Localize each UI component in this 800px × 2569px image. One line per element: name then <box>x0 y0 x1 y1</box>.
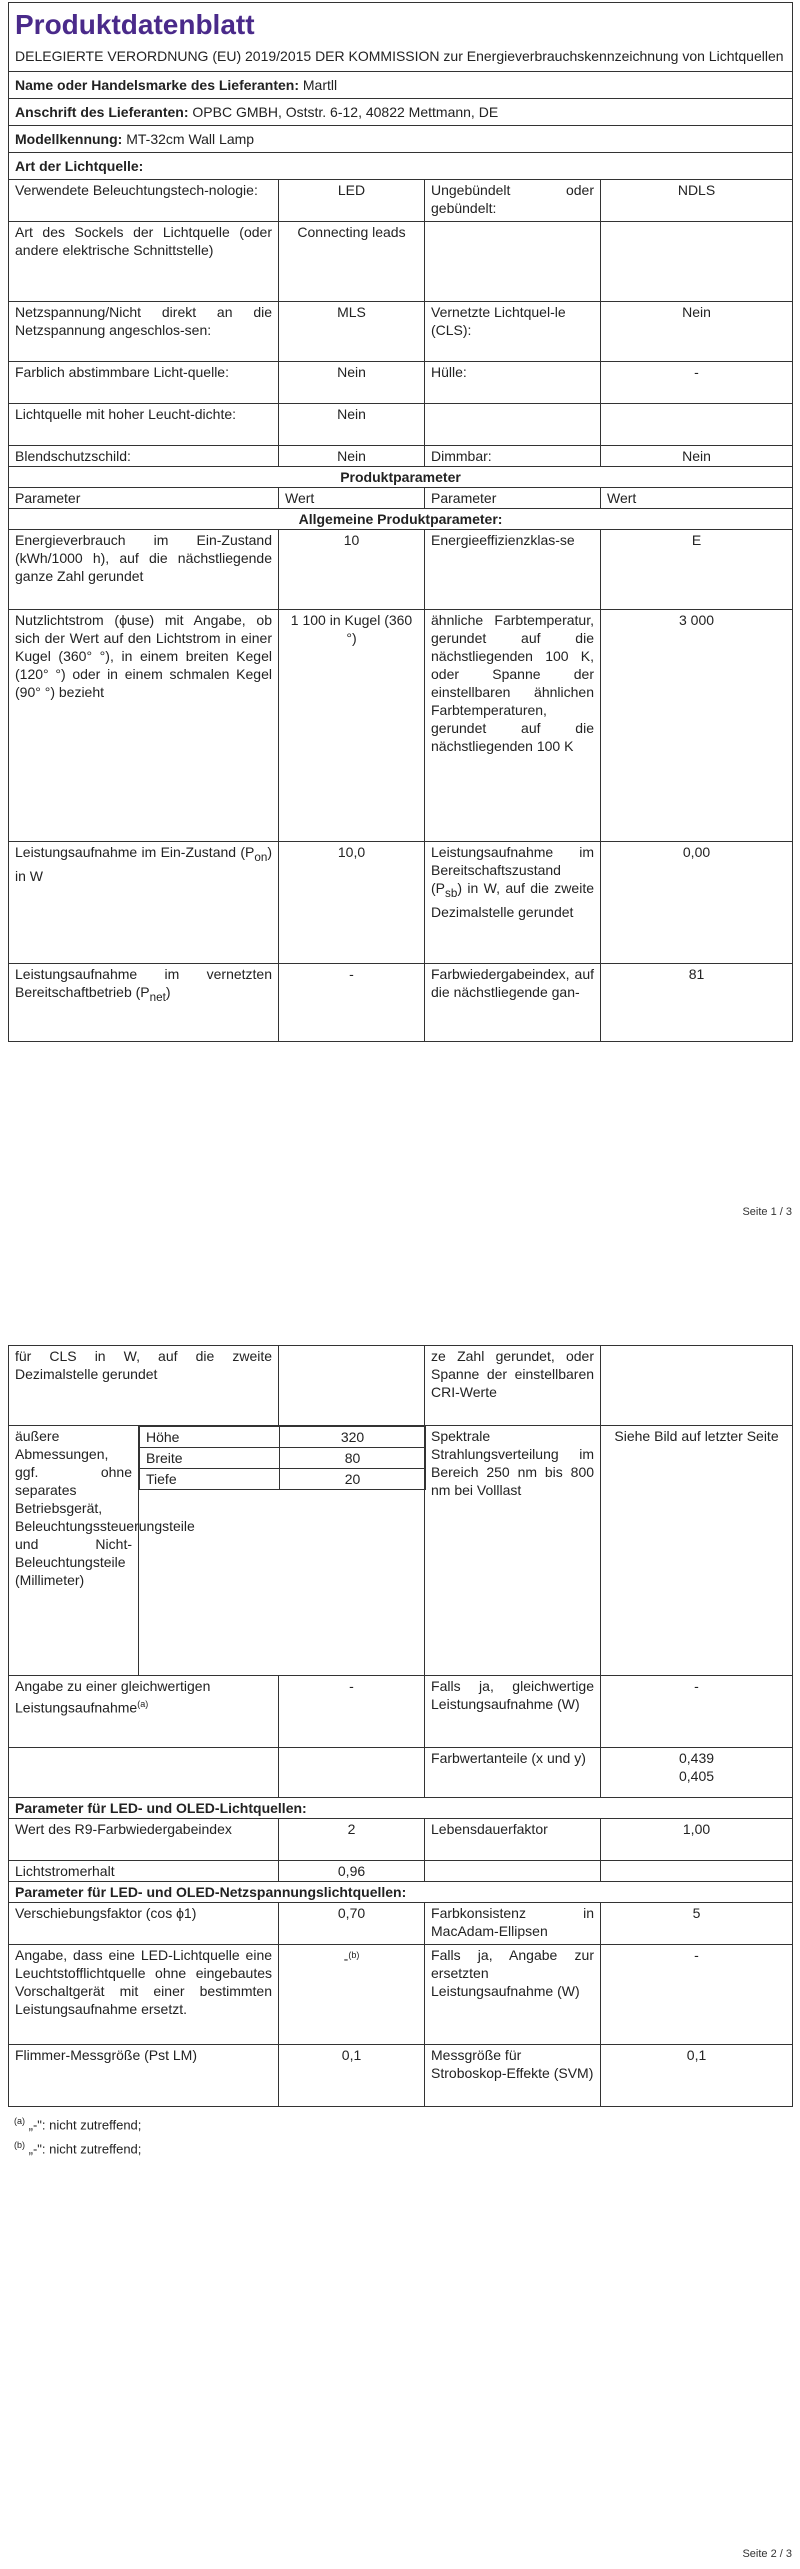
life-label: Lebensdauerfaktor <box>425 1819 601 1861</box>
replace-yes-value: - <box>601 1945 793 2045</box>
cri-label: Farbwiedergabeindex, auf die nächstliegende gan- <box>425 964 601 1042</box>
dimmable-value: Nein <box>601 446 793 467</box>
width-value: 80 <box>280 1448 426 1469</box>
psb-label <box>425 842 601 964</box>
general-params-header: Allgemeine Produktparameter: <box>9 509 793 530</box>
spectral-label: Spektrale Strahlungsverteilung im Bereich 250 nm bis 800 nm bei Volllast <box>425 1426 601 1676</box>
life-value: 1,00 <box>601 1819 793 1861</box>
type-section-header: Art der Lichtquelle: <box>9 153 793 180</box>
footnote-a-text: „-": nicht zutreffend; <box>28 2117 142 2133</box>
pnet-sub: net <box>149 990 166 1004</box>
r9-label: Wert des R9-Farbwiedergabeindex <box>9 1819 279 1861</box>
footnote-b-mark: (b) <box>14 2140 25 2151</box>
col-param-2: Parameter <box>425 488 601 509</box>
svm-value: 0,1 <box>601 2045 793 2107</box>
flux-label: Nutzlichtstrom (ϕuse) mit Angabe, ob sich der Wert auf den Lichtstrom in einer Kugel (360° °), in einem breiten Kegel (120° °) oder in einem schmalen Kegel (90° °) bezieht <box>9 610 279 842</box>
pf-value: 0,70 <box>279 1903 425 1945</box>
footnote-b <box>14 2135 792 2159</box>
psb-label-a: Leistungsaufnahme im Bereitschaftszustand (P <box>431 844 594 896</box>
chroma-x: 0,439 <box>678 1750 715 1766</box>
equiv-yes-label: Falls ja, gleichwertige Leistungsaufnahme (W) <box>425 1676 601 1748</box>
page-title: Produktdatenblatt <box>15 9 255 40</box>
equiv-label-text: Angabe zu einer gleichwertigen Leistungsaufnahme <box>15 1678 211 1716</box>
col-value-2: Wert <box>601 488 793 509</box>
pon-label-a: Leistungsaufnahme im Ein-Zustand (P <box>15 844 255 860</box>
model-value: MT-32cm Wall Lamp <box>126 131 255 147</box>
cri-value: 81 <box>601 964 793 1042</box>
replace-label: Angabe, dass eine LED-Lichtquelle eine Leuchtstofflichtquelle ohne eingebautes Vorschaltgerät mit einer bestimmten Leistungsaufnahme ersetzt. <box>9 1945 279 2045</box>
col-param-1: Parameter <box>9 488 279 509</box>
page-2-footer: Seite 2 / 3 <box>742 2548 792 2560</box>
mains-value: MLS <box>279 302 425 362</box>
spectral-value: Siehe Bild auf letzter Seite <box>601 1426 793 1676</box>
mains-params-header: Parameter für LED- und OLED-Netzspannungslichtquellen: <box>9 1882 793 1903</box>
footnotes <box>8 2111 792 2160</box>
chroma-value <box>601 1748 793 1798</box>
energy-value: 10 <box>279 530 425 610</box>
page-2 <box>8 1345 792 2160</box>
pnet-continued: für CLS in W, auf die zweite Dezimalstelle gerundet <box>9 1346 279 1426</box>
tunable-label: Farblich abstimmbare Licht-quelle: <box>9 362 279 404</box>
cct-value: 3 000 <box>601 610 793 842</box>
params-header: Produktparameter <box>9 467 793 488</box>
maintenance-value: 0,96 <box>279 1861 425 1882</box>
dims-label: äußere Abmessungen, ggf. ohne separates Betriebsgerät, Beleuchtungssteuerungsteile und Nicht-Beleuchtungsteile (Millimeter) <box>9 1426 139 1676</box>
replace-value: - <box>343 1950 349 1967</box>
model-label: Modellkennung: <box>15 131 123 147</box>
cct-label: ähnliche Farbtemperatur, gerundet auf die nächstliegenden 100 K, oder Spanne der einstellbaren ähnlichen Farbtemperaturen, gerundet auf die nächstliegenden 100 K <box>425 610 601 842</box>
eclass-value: E <box>601 530 793 610</box>
pnet-label <box>9 964 279 1042</box>
chroma-label: Farbwertanteile (x und y) <box>425 1748 601 1798</box>
svm-label: Messgröße für Stroboskop-Effekte (SVM) <box>425 2045 601 2107</box>
footnote-a-mark: (a) <box>14 2116 25 2126</box>
equiv-label <box>9 1676 279 1748</box>
cls-label: Vernetzte Lichtquel-le (CLS): <box>425 302 601 362</box>
datasheet-table-page-1 <box>8 2 793 1042</box>
cri-continued: ze Zahl gerundet, oder Spanne der einstellbaren CRI-Werte <box>425 1346 601 1426</box>
equiv-footnote-mark: (a) <box>137 1699 149 1709</box>
footnote-a <box>14 2111 792 2135</box>
envelope-label: Hülle: <box>425 362 601 404</box>
replace-yes-label: Falls ja, Angabe zur ersetzten Leistungsaufnahme (W) <box>425 1945 601 2045</box>
high-lum-value: Nein <box>279 404 425 446</box>
cap-value: Connecting leads <box>279 222 425 302</box>
col-value-1: Wert <box>279 488 425 509</box>
pnet-label-b: ) <box>165 984 171 1000</box>
width-label: Breite <box>140 1448 280 1469</box>
mains-label: Netzspannung/Nicht direkt an die Netzspannung angeschlos-sen: <box>9 302 279 362</box>
pon-label-b: ) in W <box>15 844 272 884</box>
chroma-y: 0,405 <box>678 1768 715 1784</box>
footnote-b-text: „-": nicht zutreffend; <box>28 2141 142 2157</box>
directional-value: NDLS <box>601 180 793 222</box>
pon-value: 10,0 <box>279 842 425 964</box>
replace-footnote-mark: (b) <box>348 1950 360 1960</box>
envelope-value: - <box>601 362 793 404</box>
pnet-label-a: Leistungsaufnahme im vernetzten Bereitschaftbetrieb (P <box>15 966 272 1000</box>
datasheet-table-page-2 <box>8 1345 793 2107</box>
directional-label: Ungebündelt oder gebündelt: <box>425 180 601 222</box>
macadam-value: 5 <box>601 1903 793 1945</box>
cls-value: Nein <box>601 302 793 362</box>
depth-value: 20 <box>280 1469 426 1490</box>
energy-label: Energieverbrauch im Ein-Zustand (kWh/1000 h), auf die nächstliegende ganze Zahl gerundet <box>9 530 279 610</box>
supplier-address-label: Anschrift des Lieferanten: <box>15 104 189 120</box>
supplier-address-value: OPBC GMBH, Oststr. 6-12, 40822 Mettmann, DE <box>192 104 499 120</box>
flicker-label: Flimmer-Messgröße (Pst LM) <box>9 2045 279 2107</box>
psb-sub: sb <box>445 886 458 900</box>
dimensions-table <box>139 1426 426 1490</box>
regulation-text: DELEGIERTE VERORDNUNG (EU) 2019/2015 DER KOMMISSION zur Energieverbrauchskennzeichnung von Lichtquellen <box>15 48 784 64</box>
height-label: Höhe <box>140 1427 280 1448</box>
supplier-name-label: Name oder Handelsmarke des Lieferanten: <box>15 77 299 93</box>
pf-label: Verschiebungsfaktor (cos ϕ1) <box>9 1903 279 1945</box>
maintenance-label: Lichtstromerhalt <box>9 1861 279 1882</box>
pnet-value: - <box>279 964 425 1042</box>
cap-label: Art des Sockels der Lichtquelle (oder andere elektrische Schnittstelle) <box>9 222 279 302</box>
antiglare-label: Blendschutzschild: <box>9 446 279 467</box>
antiglare-value: Nein <box>279 446 425 467</box>
pon-sub: on <box>254 850 268 864</box>
psb-value: 0,00 <box>601 842 793 964</box>
led-params-header: Parameter für LED- und OLED-Lichtquellen: <box>9 1798 793 1819</box>
tech-label: Verwendete Beleuchtungstech-nologie: <box>9 180 279 222</box>
r9-value: 2 <box>279 1819 425 1861</box>
depth-label: Tiefe <box>140 1469 280 1490</box>
dimmable-label: Dimmbar: <box>425 446 601 467</box>
flux-value: 1 100 in Kugel (360 °) <box>279 610 425 842</box>
psb-label-b: ) in W, auf die zweite Dezimalstelle gerundet <box>431 880 594 920</box>
eclass-label: Energieeffizienzklas-se <box>425 530 601 610</box>
height-value: 320 <box>280 1427 426 1448</box>
supplier-name-value: Martll <box>302 77 338 93</box>
equiv-yes-value: - <box>601 1676 793 1748</box>
equiv-value: - <box>279 1676 425 1748</box>
macadam-label: Farbkonsistenz in MacAdam-Ellipsen <box>425 1903 601 1945</box>
flicker-value: 0,1 <box>279 2045 425 2107</box>
tech-value: LED <box>279 180 425 222</box>
tunable-value: Nein <box>279 362 425 404</box>
page-1 <box>8 2 792 1042</box>
page-1-footer: Seite 1 / 3 <box>742 1206 792 1218</box>
pon-label <box>9 842 279 964</box>
high-lum-label: Lichtquelle mit hoher Leucht-dichte: <box>9 404 279 446</box>
